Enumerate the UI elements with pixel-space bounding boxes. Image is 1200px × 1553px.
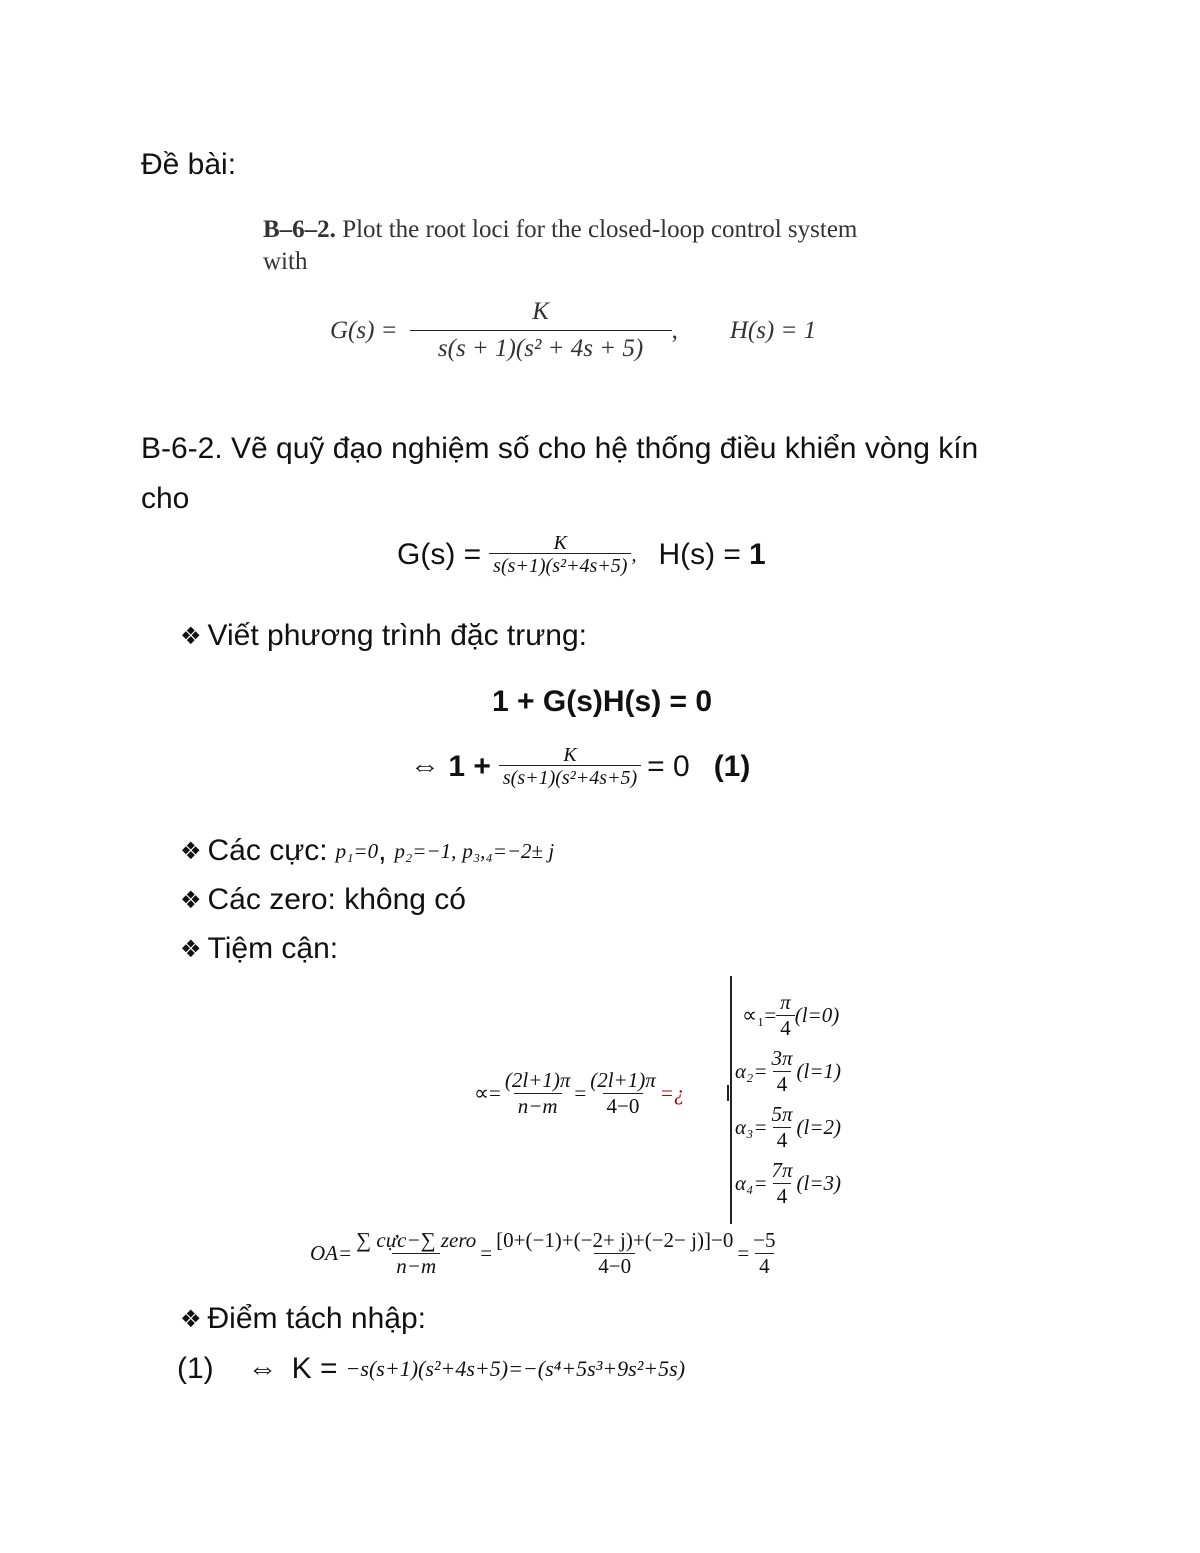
problem-g-numerator: K bbox=[532, 298, 549, 325]
char-eq-2-numerator: K bbox=[563, 744, 577, 766]
case-alpha-3 bbox=[735, 1102, 841, 1153]
case-alpha-2 bbox=[735, 1046, 841, 1097]
heading: Đề bài: bbox=[141, 148, 237, 181]
oa-f2-denominator: 4−0 bbox=[594, 1253, 635, 1279]
breakaway-heading bbox=[180, 1304, 426, 1334]
char-eq-2-tag: (1) bbox=[713, 749, 751, 783]
g-denominator: s(s+1)(s²+4s+5) bbox=[489, 553, 631, 576]
alpha-f2-denominator: 4−0 bbox=[603, 1093, 644, 1119]
translation-line1: B-6-2. Vẽ quỹ đạo nghiệm số cho hệ thống điều khiển vòng kín bbox=[141, 432, 979, 465]
k-rhs: −s(s+1)(s²+4s+5)=−(s⁴+5s³+9s²+5s) bbox=[345, 1356, 686, 1381]
case-1-numerator: π bbox=[780, 990, 791, 1014]
problem-h-equation: H(s) = 1 bbox=[729, 316, 817, 344]
case-1-denominator: 4 bbox=[776, 1015, 795, 1041]
translation bbox=[141, 424, 978, 524]
oa-f3-denominator: 4 bbox=[755, 1253, 774, 1279]
g-lhs: G(s) = bbox=[397, 537, 482, 571]
problem-text-line2: with bbox=[263, 248, 308, 275]
pole-p34: p₃,₄=−2± j bbox=[462, 838, 555, 863]
alpha-f1-numerator: (2l+1)π bbox=[504, 1068, 571, 1092]
breakaway-equation bbox=[177, 1354, 685, 1384]
asymptotes-label: Tiệm cận: bbox=[207, 932, 339, 965]
poles-label: Các cực: bbox=[207, 834, 328, 867]
case-4-numerator: 7π bbox=[771, 1158, 793, 1182]
oa-f1-numerator: ∑ cực−∑ zero bbox=[356, 1228, 477, 1252]
bullet-diamond-icon: ❖ bbox=[180, 622, 202, 650]
case-1-lhs: ∝₁= bbox=[742, 1003, 777, 1027]
bullet-diamond-icon: ❖ bbox=[180, 837, 202, 865]
case-alpha-4 bbox=[735, 1158, 841, 1209]
g-comma: , bbox=[631, 543, 637, 566]
oa-lhs: OA= bbox=[310, 1241, 353, 1265]
char-eq-2-denominator: s(s+1)(s²+4s+5) bbox=[499, 765, 641, 788]
case-alpha-1 bbox=[742, 990, 839, 1041]
g-numerator: K bbox=[553, 532, 567, 554]
problem-text-line1: Plot the root loci for the closed-loop control system bbox=[342, 216, 858, 243]
poles-line: ❖ Các cực: p₁=0 , p₂=−1 , p₃,₄=−2± j bbox=[180, 834, 555, 867]
case-4-condition: (l=3) bbox=[796, 1171, 842, 1195]
char-eq-2-suffix: = 0 bbox=[647, 749, 690, 783]
alpha-equals-i: =¿ bbox=[659, 1081, 685, 1105]
oa-f3-numerator: −5 bbox=[753, 1228, 776, 1252]
char-eq-heading-text: Viết phương trình đặc trưng: bbox=[207, 619, 588, 652]
case-2-denominator: 4 bbox=[773, 1071, 792, 1097]
char-eq-2-prefix: ⇔ 1 + bbox=[410, 749, 491, 783]
cases-bracket-tip bbox=[727, 1085, 733, 1101]
case-3-condition: (l=2) bbox=[796, 1115, 842, 1139]
zeros-label: Các zero: không có bbox=[207, 883, 466, 916]
translation-line2: cho bbox=[141, 482, 190, 515]
problem-g-lhs: G(s) = bbox=[330, 316, 398, 344]
transfer-function bbox=[397, 533, 766, 576]
case-1-condition: (l=0) bbox=[794, 1003, 840, 1027]
equivalence-arrow-icon: ⇔ bbox=[247, 1352, 278, 1385]
breakaway-label: Điểm tách nhập: bbox=[207, 1302, 426, 1335]
pole-p1: p₁=0 bbox=[335, 838, 379, 863]
zeros-line bbox=[180, 885, 466, 915]
problem-equation bbox=[330, 298, 816, 363]
problem-statement bbox=[263, 214, 857, 278]
oa-f2-numerator: [0+(−1)+(−2+ j)+(−2− j)]−0 bbox=[496, 1228, 734, 1252]
pole-p2: p₂=−1 bbox=[394, 838, 452, 863]
case-2-condition: (l=1) bbox=[796, 1059, 842, 1083]
bullet-diamond-icon: ❖ bbox=[180, 1305, 202, 1333]
case-4-lhs: α₄= bbox=[735, 1171, 768, 1195]
problem-g-comma: , bbox=[671, 316, 678, 344]
k-lhs: K = bbox=[291, 1352, 338, 1385]
problem-g-denominator: s(s + 1)(s² + 4s + 5) bbox=[410, 330, 672, 363]
alpha-equals: = bbox=[574, 1081, 587, 1105]
oa-f1-denominator: n−m bbox=[392, 1253, 440, 1279]
case-2-numerator: 3π bbox=[771, 1046, 793, 1070]
case-3-denominator: 4 bbox=[773, 1127, 792, 1153]
case-2-lhs: α₂= bbox=[735, 1059, 768, 1083]
alpha-f1-denominator: n−m bbox=[514, 1093, 562, 1119]
bullet-diamond-icon: ❖ bbox=[180, 886, 202, 914]
problem-label: B–6–2. bbox=[263, 216, 336, 243]
char-eq-1: 1 + G(s)H(s) = 0 bbox=[492, 685, 713, 718]
char-eq-heading bbox=[180, 621, 587, 651]
case-4-denominator: 4 bbox=[773, 1183, 792, 1209]
breakaway-tag: (1) bbox=[177, 1352, 214, 1385]
case-3-lhs: α₃= bbox=[735, 1115, 768, 1139]
alpha-lhs: ∝= bbox=[474, 1081, 501, 1105]
alpha-f2-numerator: (2l+1)π bbox=[590, 1068, 656, 1092]
h-lhs: H(s) = bbox=[658, 537, 741, 571]
asymptotes-heading bbox=[180, 934, 338, 964]
centroid-equation: OA= $\frac{\text{∑ cực−∑ zero}}{n-m}$ = $\frac{[0+(-1)+(-2+ j)+(-2- j)]-0}{4-0}$ = $\frac{-5}{4}$ bbox=[310, 1228, 780, 1279]
h-value: 1 bbox=[748, 537, 766, 571]
char-eq-2 bbox=[410, 745, 750, 788]
case-3-numerator: 5π bbox=[771, 1102, 793, 1126]
bullet-diamond-icon: ❖ bbox=[180, 935, 202, 963]
asymptote-angle-equation bbox=[474, 1068, 684, 1119]
